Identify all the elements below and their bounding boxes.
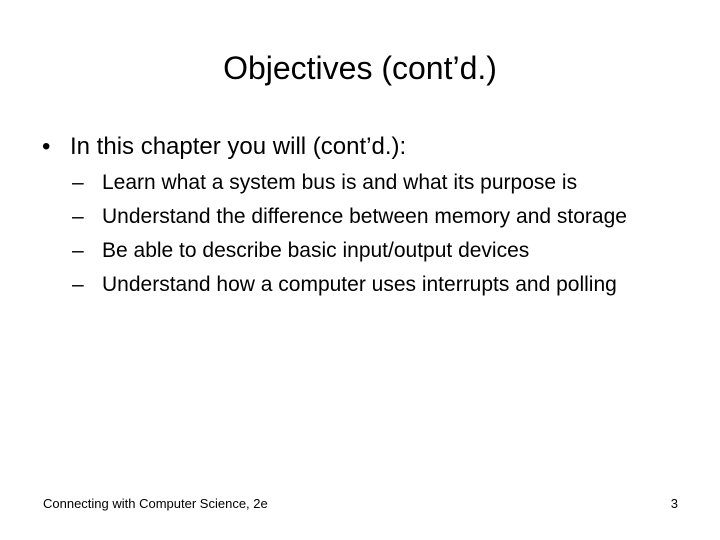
sub-bullet-item [72, 272, 672, 298]
sub-bullet-list [72, 170, 672, 306]
dash-icon: – [72, 273, 84, 296]
sub-bullet-item [72, 204, 672, 230]
main-bullet-text: In this chapter you will (cont’d.): [70, 133, 407, 160]
main-bullet [42, 132, 406, 162]
dash-icon: – [72, 239, 84, 262]
sub-bullet-item [72, 170, 672, 196]
page-number: 3 [670, 496, 678, 511]
dash-icon: – [72, 205, 84, 228]
footer-source: Connecting with Computer Science, 2e [43, 496, 268, 511]
sub-bullet-text: Be able to describe basic input/output devices [102, 239, 530, 262]
sub-bullet-text: Learn what a system bus is and what its purpose is [102, 171, 578, 194]
sub-bullet-text: Understand the difference between memory and storage [102, 205, 627, 228]
sub-bullet-text: Understand how a computer uses interrupts and polling [102, 273, 617, 296]
dash-icon: – [72, 171, 84, 194]
bullet-icon: • [42, 133, 51, 160]
slide-title: Objectives (cont’d.) [223, 50, 497, 86]
sub-bullet-item [72, 238, 672, 264]
